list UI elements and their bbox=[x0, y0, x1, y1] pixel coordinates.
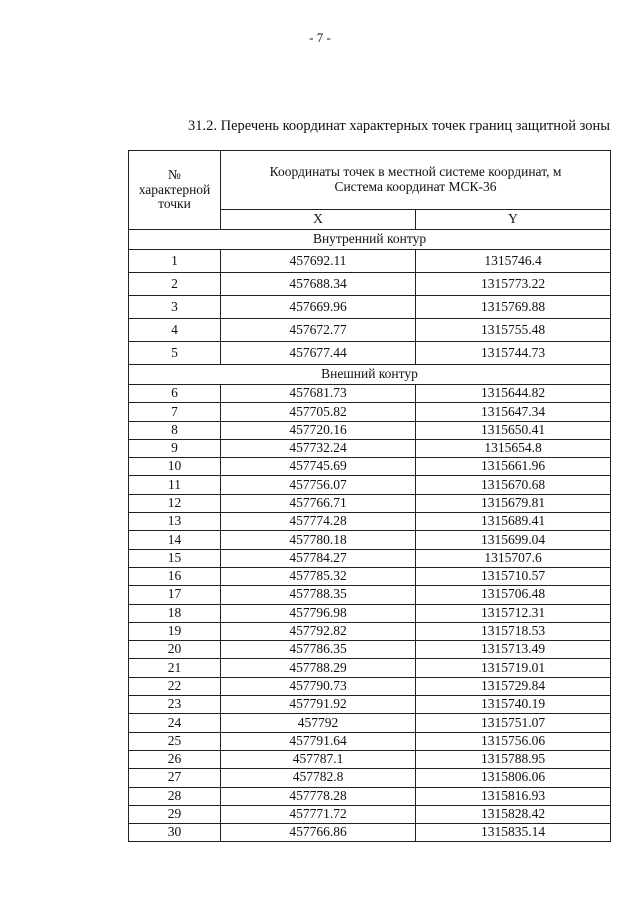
x-coordinate-cell: 457732.24 bbox=[221, 439, 416, 457]
point-number-cell: 16 bbox=[129, 567, 221, 585]
x-coordinate-cell: 457681.73 bbox=[221, 385, 416, 403]
table-body bbox=[129, 230, 611, 842]
point-number-cell: 9 bbox=[129, 439, 221, 457]
table-row bbox=[129, 403, 611, 421]
y-coordinate-cell: 1315773.22 bbox=[416, 273, 611, 296]
y-coordinate-cell: 1315769.88 bbox=[416, 296, 611, 319]
point-number-cell: 25 bbox=[129, 732, 221, 750]
table-row bbox=[129, 659, 611, 677]
point-number-cell: 8 bbox=[129, 421, 221, 439]
x-coordinate-cell: 457782.8 bbox=[221, 769, 416, 787]
section-row bbox=[129, 365, 611, 385]
x-coordinate-cell: 457692.11 bbox=[221, 250, 416, 273]
y-coordinate-cell: 1315670.68 bbox=[416, 476, 611, 494]
y-column-header: Y bbox=[416, 210, 611, 230]
y-coordinate-cell: 1315744.73 bbox=[416, 342, 611, 365]
y-coordinate-cell: 1315654.8 bbox=[416, 439, 611, 457]
y-coordinate-cell: 1315712.31 bbox=[416, 604, 611, 622]
point-header-line: № bbox=[168, 166, 181, 182]
table-row bbox=[129, 385, 611, 403]
section-title: Внешний контур bbox=[129, 365, 611, 385]
point-number-cell: 28 bbox=[129, 787, 221, 805]
section-row bbox=[129, 230, 611, 250]
x-coordinate-cell: 457705.82 bbox=[221, 403, 416, 421]
x-coordinate-cell: 457785.32 bbox=[221, 567, 416, 585]
table-row bbox=[129, 604, 611, 622]
table-row bbox=[129, 439, 611, 457]
x-coordinate-cell: 457786.35 bbox=[221, 641, 416, 659]
table-row bbox=[129, 421, 611, 439]
table-row bbox=[129, 586, 611, 604]
point-number-cell: 29 bbox=[129, 805, 221, 823]
y-coordinate-cell: 1315707.6 bbox=[416, 549, 611, 567]
y-coordinate-cell: 1315788.95 bbox=[416, 750, 611, 768]
y-coordinate-cell: 1315679.81 bbox=[416, 494, 611, 512]
coordinates-header-line: Система координат МСК-36 bbox=[334, 179, 497, 194]
x-coordinate-cell: 457792.82 bbox=[221, 622, 416, 640]
point-number-cell: 13 bbox=[129, 513, 221, 531]
table-row bbox=[129, 622, 611, 640]
point-number-cell: 5 bbox=[129, 342, 221, 365]
y-coordinate-cell: 1315689.41 bbox=[416, 513, 611, 531]
x-column-header: X bbox=[221, 210, 416, 230]
point-number-cell: 24 bbox=[129, 714, 221, 732]
x-coordinate-cell: 457778.28 bbox=[221, 787, 416, 805]
x-coordinate-cell: 457720.16 bbox=[221, 421, 416, 439]
x-coordinate-cell: 457784.27 bbox=[221, 549, 416, 567]
point-number-cell: 2 bbox=[129, 273, 221, 296]
table-row bbox=[129, 567, 611, 585]
point-number-cell: 3 bbox=[129, 296, 221, 319]
x-coordinate-cell: 457771.72 bbox=[221, 805, 416, 823]
x-coordinate-cell: 457745.69 bbox=[221, 458, 416, 476]
point-number-cell: 17 bbox=[129, 586, 221, 604]
x-coordinate-cell: 457780.18 bbox=[221, 531, 416, 549]
y-coordinate-cell: 1315644.82 bbox=[416, 385, 611, 403]
table-row bbox=[129, 677, 611, 695]
point-number-cell: 4 bbox=[129, 319, 221, 342]
section-title: Внутренний контур bbox=[129, 230, 611, 250]
point-number-cell: 11 bbox=[129, 476, 221, 494]
page-number: - 7 - bbox=[309, 30, 331, 45]
y-coordinate-cell: 1315650.41 bbox=[416, 421, 611, 439]
y-coordinate-cell: 1315647.34 bbox=[416, 403, 611, 421]
x-coordinate-cell: 457766.71 bbox=[221, 494, 416, 512]
table-row bbox=[129, 641, 611, 659]
x-coordinate-cell: 457787.1 bbox=[221, 750, 416, 768]
coordinates-table bbox=[128, 150, 611, 842]
table-row bbox=[129, 250, 611, 273]
x-coordinate-cell: 457791.92 bbox=[221, 696, 416, 714]
y-coordinate-cell: 1315713.49 bbox=[416, 641, 611, 659]
point-number-cell: 21 bbox=[129, 659, 221, 677]
table-row bbox=[129, 342, 611, 365]
y-coordinate-cell: 1315718.53 bbox=[416, 622, 611, 640]
y-coordinate-cell: 1315751.07 bbox=[416, 714, 611, 732]
coordinates-header bbox=[221, 151, 611, 210]
x-coordinate-cell: 457756.07 bbox=[221, 476, 416, 494]
x-coordinate-cell: 457766.86 bbox=[221, 824, 416, 842]
point-header-line: точки bbox=[158, 196, 191, 212]
x-coordinate-cell: 457791.64 bbox=[221, 732, 416, 750]
table-row bbox=[129, 319, 611, 342]
table-row bbox=[129, 494, 611, 512]
y-coordinate-cell: 1315740.19 bbox=[416, 696, 611, 714]
point-number-cell: 15 bbox=[129, 549, 221, 567]
table-row bbox=[129, 824, 611, 842]
table-row bbox=[129, 513, 611, 531]
x-coordinate-cell: 457669.96 bbox=[221, 296, 416, 319]
table-row bbox=[129, 696, 611, 714]
y-coordinate-cell: 1315710.57 bbox=[416, 567, 611, 585]
x-coordinate-cell: 457677.44 bbox=[221, 342, 416, 365]
point-number-header bbox=[129, 151, 221, 230]
table-row bbox=[129, 458, 611, 476]
table-row bbox=[129, 273, 611, 296]
point-number-cell: 14 bbox=[129, 531, 221, 549]
x-coordinate-cell: 457688.34 bbox=[221, 273, 416, 296]
point-header-line: характерной bbox=[138, 181, 211, 197]
point-number-cell: 20 bbox=[129, 641, 221, 659]
point-number-cell: 22 bbox=[129, 677, 221, 695]
y-coordinate-cell: 1315806.06 bbox=[416, 769, 611, 787]
point-number-cell: 19 bbox=[129, 622, 221, 640]
coordinates-header-line: Координаты точек в местной системе координат, м bbox=[269, 164, 562, 180]
y-coordinate-cell: 1315835.14 bbox=[416, 824, 611, 842]
table-heading: 31.2. Перечень координат характерных точек границ защитной зоны bbox=[188, 118, 610, 134]
point-number-cell: 7 bbox=[129, 403, 221, 421]
y-coordinate-cell: 1315746.4 bbox=[416, 250, 611, 273]
table-row bbox=[129, 769, 611, 787]
table-row bbox=[129, 531, 611, 549]
x-coordinate-cell: 457790.73 bbox=[221, 677, 416, 695]
table-row bbox=[129, 732, 611, 750]
x-coordinate-cell: 457788.35 bbox=[221, 586, 416, 604]
x-coordinate-cell: 457672.77 bbox=[221, 319, 416, 342]
table-row bbox=[129, 750, 611, 768]
point-number-cell: 27 bbox=[129, 769, 221, 787]
x-coordinate-cell: 457792 bbox=[221, 714, 416, 732]
table-row bbox=[129, 296, 611, 319]
y-coordinate-cell: 1315816.93 bbox=[416, 787, 611, 805]
point-number-cell: 1 bbox=[129, 250, 221, 273]
y-coordinate-cell: 1315729.84 bbox=[416, 677, 611, 695]
x-coordinate-cell: 457796.98 bbox=[221, 604, 416, 622]
table-row bbox=[129, 805, 611, 823]
y-coordinate-cell: 1315719.01 bbox=[416, 659, 611, 677]
y-coordinate-cell: 1315755.48 bbox=[416, 319, 611, 342]
y-coordinate-cell: 1315828.42 bbox=[416, 805, 611, 823]
point-number-cell: 10 bbox=[129, 458, 221, 476]
y-coordinate-cell: 1315756.06 bbox=[416, 732, 611, 750]
point-number-cell: 18 bbox=[129, 604, 221, 622]
table-row bbox=[129, 714, 611, 732]
x-coordinate-cell: 457788.29 bbox=[221, 659, 416, 677]
table-row bbox=[129, 549, 611, 567]
table-row bbox=[129, 476, 611, 494]
point-number-cell: 30 bbox=[129, 824, 221, 842]
table-row bbox=[129, 787, 611, 805]
y-coordinate-cell: 1315661.96 bbox=[416, 458, 611, 476]
point-number-cell: 6 bbox=[129, 385, 221, 403]
point-number-cell: 12 bbox=[129, 494, 221, 512]
x-coordinate-cell: 457774.28 bbox=[221, 513, 416, 531]
point-number-cell: 26 bbox=[129, 750, 221, 768]
point-number-cell: 23 bbox=[129, 696, 221, 714]
y-coordinate-cell: 1315706.48 bbox=[416, 586, 611, 604]
y-coordinate-cell: 1315699.04 bbox=[416, 531, 611, 549]
